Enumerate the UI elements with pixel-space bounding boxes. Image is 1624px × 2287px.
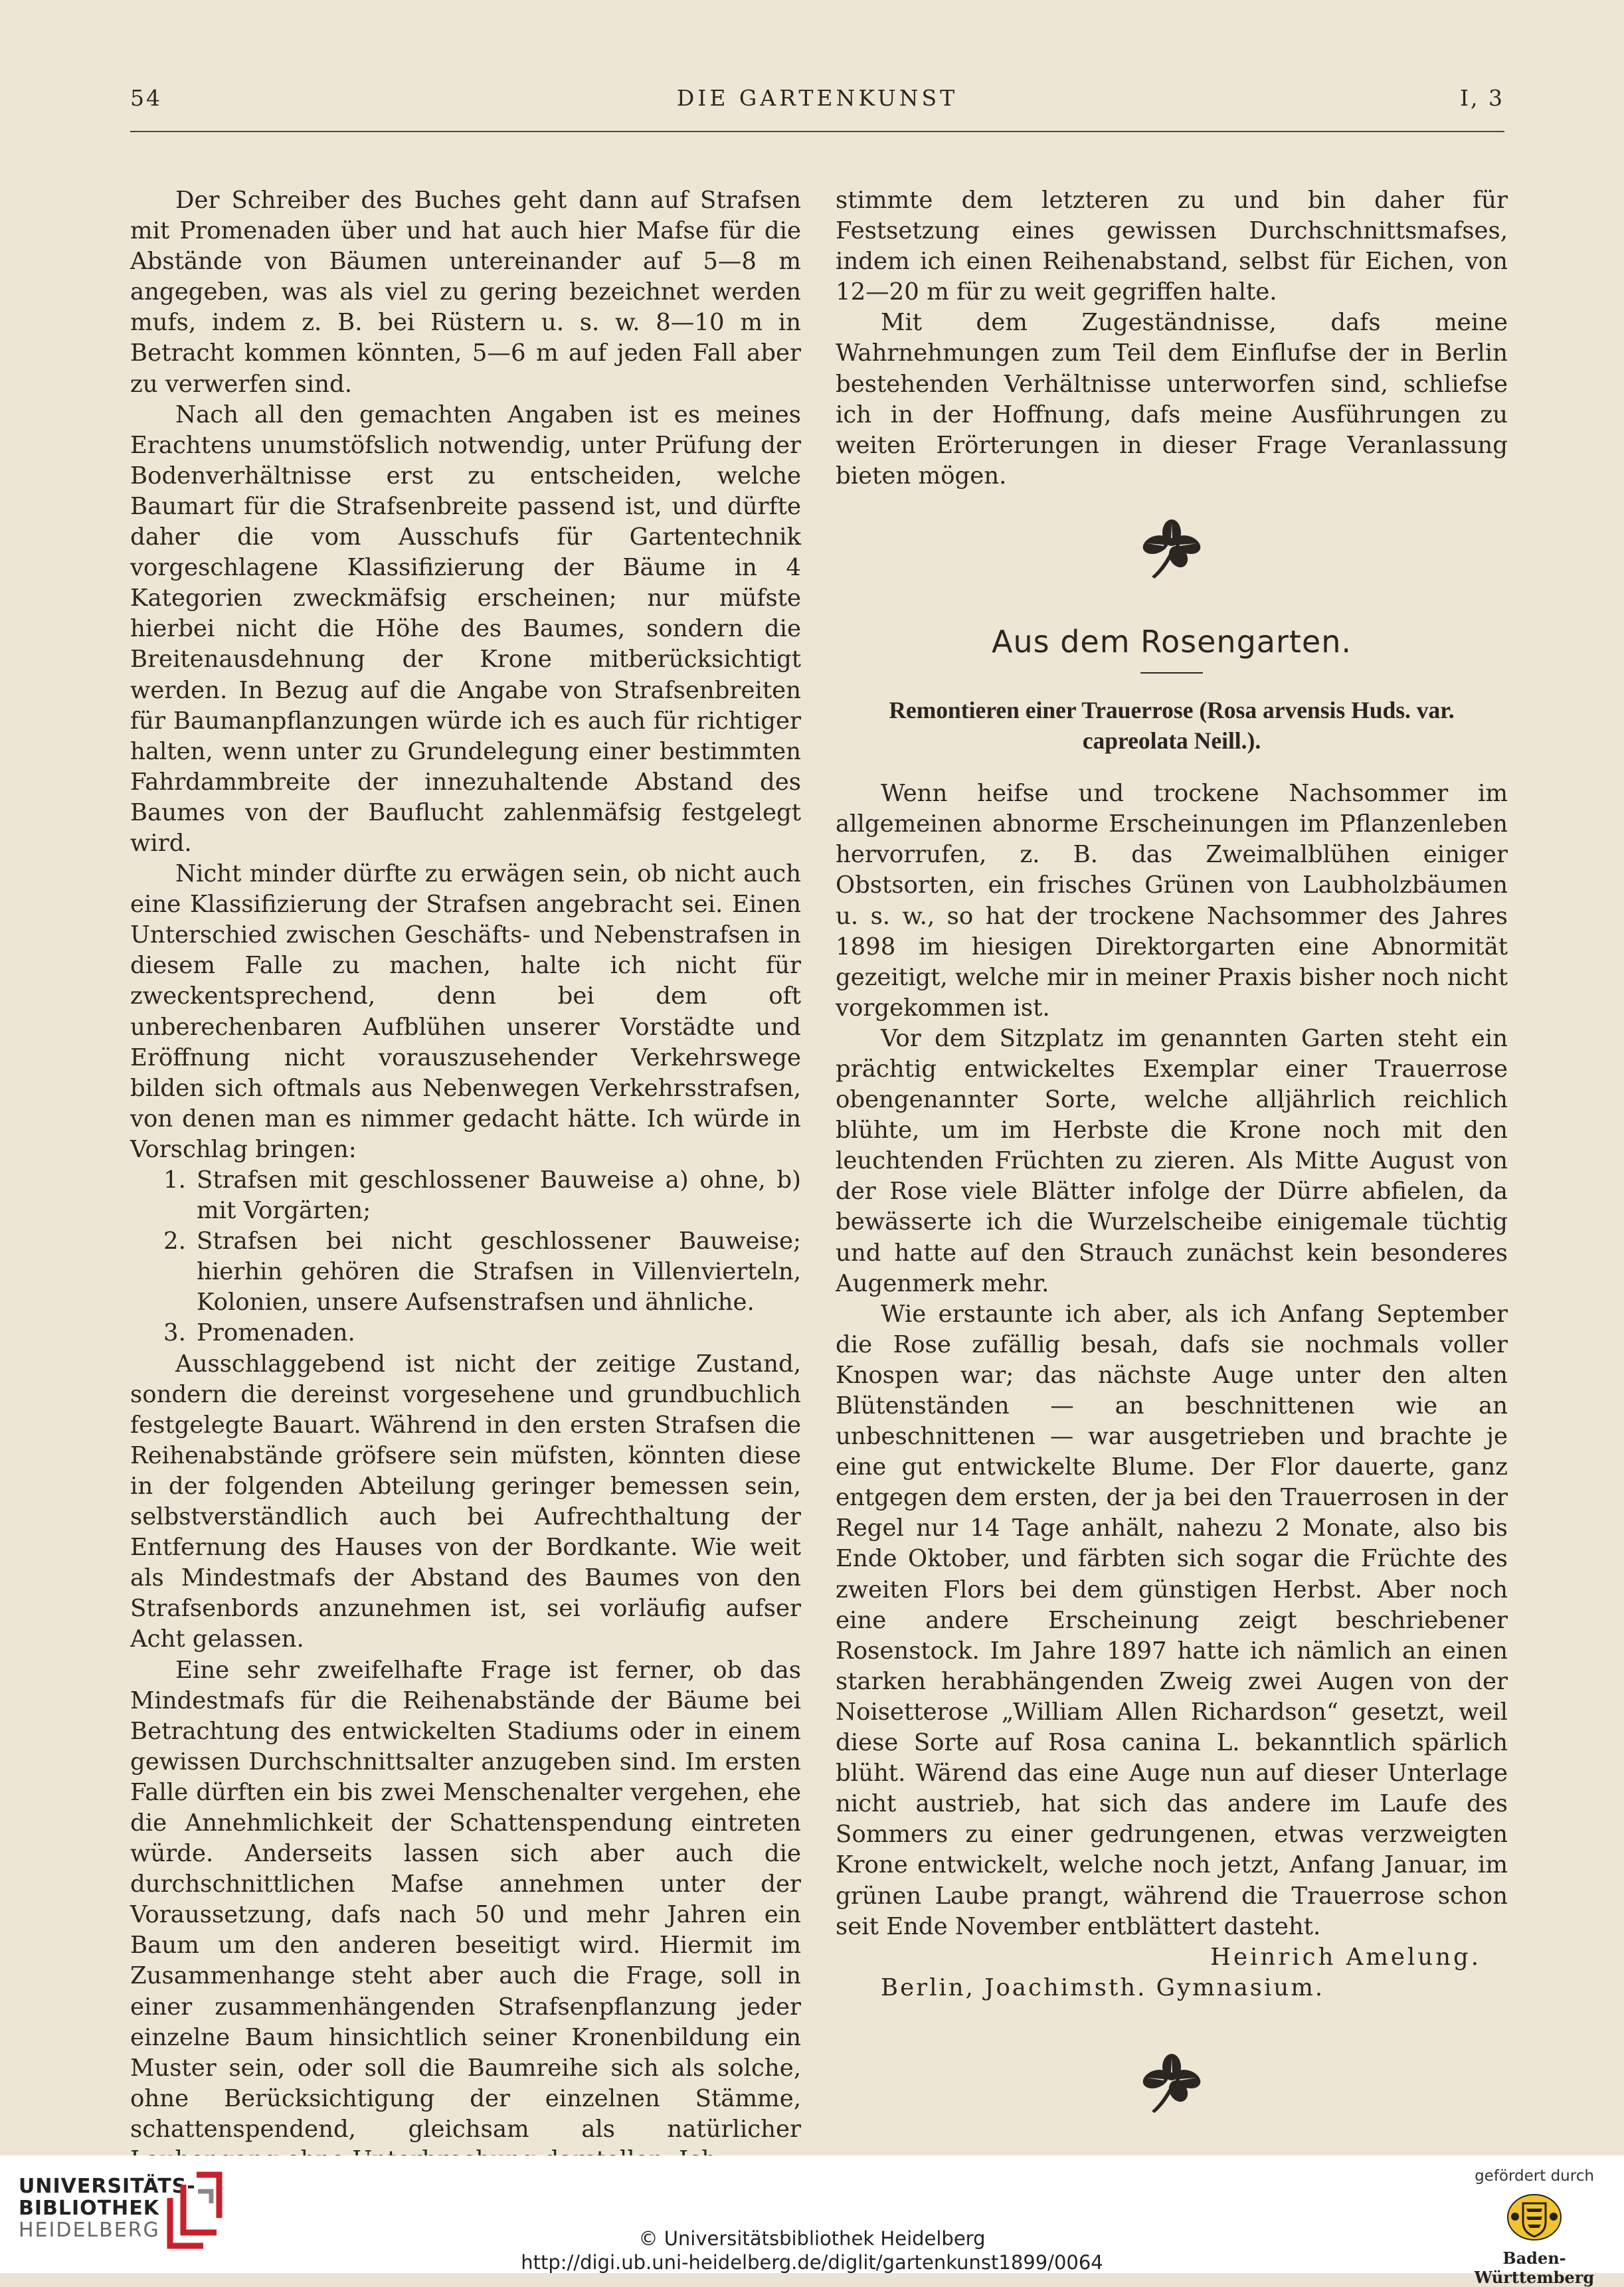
paragraph: Eine sehr zweifelhafte Frage ist ferner, ob das Mindestmafs für die Reihenabstände der Bäume bei Betrachtung des entwickelten Stadiums oder in einem gewissen Durchschnittsalter anzugeben sind. Im ersten Falle dürften ein bis zwei Menschenalter vergehen, ehe die Annehmlichkeit der Schattenspendung eintreten würde. Anderseits lassen sich aber auch die durchschnittlichen Mafse annehmen unter der Voraussetzung, dafs nach 50 und mehr Jahren ein Baum um den anderen beseitigt wird. Hiermit im Zusammenhange steht aber auch die Frage, soll in einer zusammenhängenden Strafsenpflanzung jeder einzelne Baum hinsichtlich seiner Kronenbildung ein Muster sein, oder soll die Baumreihe sich als solche, ohne Berücksichtigung der einzelnen Stämme, schattenspendend, gleichsam als natürlicher xyxy=(130,1656,801,2143)
page-number: 54 xyxy=(130,85,162,111)
list-text: Promenaden. xyxy=(197,1319,355,1347)
sponsor-name: Baden-Württemberg xyxy=(1474,2248,1595,2287)
list-item xyxy=(130,1318,801,1348)
list-item xyxy=(130,1165,801,1226)
list-item xyxy=(130,1226,801,1318)
paragraph: Nach all den gemachten Angaben ist es meines Erachtens unumstöfslich notwendig, unter Prüfung der Bodenverhältnisse erst zu entscheiden, welche Baumart für die Strafsenbreite passend ist, und dürfte daher die vom Ausschufs für Gartentechnik vorgeschlagene Klassifizierung der Bäume in 4 Kategorien zweckmäfsig erscheinen; nur müfste hierbei nicht die Höhe des Baumes, sondern die Breitenausdehnung der Krone mitberücksichtigt werden. In Bezug auf die Angabe von Strafsenbreiten für Baumanpflanzungen würde ich es auch für richtiger halten, wenn unter zu Grundelegung einer bestimmten Fahrdammbreite der innezuhaltende Abstand des Baumes von der Bauflucht zahlenmäfsig festgelegt wird. xyxy=(130,401,801,857)
list-text: Strafsen bei nicht geschlossener Bauweise; hierhin gehören die Strafsen in Villenvierteln, Kolonien, unsere Aufsenstrafsen und ähnliche. xyxy=(197,1228,801,1317)
digitization-footer xyxy=(0,2155,1624,2287)
paragraph: stimmte dem letzteren zu und bin daher für Festsetzung eines gewissen Durchschnittsmafses, indem ich einen Reihenabstand, selbst für Eichen, von 12—20 m für zu weit gegriffen halte. xyxy=(836,187,1508,306)
paragraph: Vor dem Sitzplatz im genannten Garten steht ein prächtig entwickeltes Exemplar einer Trauerrose obengenannter Sorte, welche alljährlich reichlich blühte, um im Herbste die Krone noch mit den leuchtenden Früchten zu zieren. Als Mitte August von der Rose viele Blätter infolge der Dürre abfielen, da bewässerte ich die Wurzelscheibe einigemale tüchtig und hatte auf den Strauch zunächst kein besonderes Augenmerk mehr. xyxy=(836,1024,1508,1297)
paragraph: Wenn heifse und trockene Nachsommer im allgemeinen abnorme Erscheinungen im Pflanzenleben hervorrufen, z. B. das Zweimalblühen einiger Obstsorten, ein frisches Grünen von Laubholzbäumen u. s. w., so hat der trockene Nachsommer des Jahres 1898 im hiesigen Direktorgarten eine Abnormität gezeitigt, welche mir in meiner Praxis bisher noch nicht vorgekommen ist. xyxy=(836,780,1508,1022)
street-classification-list xyxy=(130,1165,801,1349)
list-number: 2. xyxy=(163,1228,186,1255)
section-heading: Aus dem Rosengarten. xyxy=(991,623,1352,660)
library-name-line: UNIVERSITÄTS- xyxy=(19,2175,196,2198)
library-city: HEIDELBERG xyxy=(19,2219,160,2242)
clover-ornament-icon xyxy=(836,2050,1508,2130)
paragraph: Ausschlaggebend ist nicht der zeitige Zustand, sondern die dereinst vorgesehene und grundbuchlich festgelegte Bauart. Während in den ersten Strafsen die Reihenabstände gröfsere sein müfsten, könnten diese in der folgenden Abteilung geringer bemessen sein, selbstverständlich auch bei Aufrechthaltung der Entfernung des Hauses von der Bordkante. Wie weit als Mindestmafs der Abstand des Baumes von den Strafsenbords anzunehmen ist, sei vorläufig aufser Acht gelassen. xyxy=(130,1350,801,1653)
section-rule xyxy=(1140,672,1203,674)
paragraph: Wie erstaunte ich aber, als ich Anfang September die Rose zufällig besah, dafs sie nochmals voller Knospen war; das nächste Auge unter den alten Blütenständen — an beschnittenen wie an unbeschnittenen — war ausgetrieben und brachte je eine gut entwickelte Blume. Der Flor dauerte, ganz entgegen dem ersten, der ja bei den Trauerrosen in der Regel nur 14 Tage anhält, nahezu 2 Monate, also bis Ende Oktober, und färbten sich sogar die Früchte des zweiten Flors bei dem günstigen Herbst. Aber noch eine andere Erscheinung zeigt beschriebener Rosenstock. Im Jahre 1897 hatte ich nämlich an einen starken herabhängenden Zweig zwei Augen von der Noisetterose „William Allen Richardson“ gesetzt, weil diese Sorte auf Rosa canina L. bekanntlich spärlich blüht. Wärend das eine Auge nun auf dieser Unterlage nicht austrieb, hat sich das andere im Laufe des Sommers zu einer gedrungenen, etwas verzweigten Krone entwickelt, welche noch jetzt, Anfang Januar, im grünen Laube prangt, während die Trauerrose schon seit Ende November entblättert dasteht. xyxy=(836,1300,1508,1940)
sponsor-label: gefördert durch xyxy=(1475,2167,1594,2185)
running-header xyxy=(130,85,1504,112)
copyright-notice xyxy=(0,2227,1624,2274)
article-title: Remontieren einer Trauerrose (Rosa arvensis Huds. var. capreolata Neill.). xyxy=(889,696,1455,755)
copyright-text: © Universitätsbibliothek Heidelberg xyxy=(638,2227,986,2250)
paragraph: Nicht minder dürfte zu erwägen sein, ob nicht auch eine Klassifizierung der Strafsen angebracht sei. Einen Unterschied zwischen Geschäfts- und Nebenstrafsen in diesem Falle zu machen, halte ich nicht für zweckentsprechend, denn bei dem oft unberechenbaren Aufblühen unserer Vorstädte und Eröffnung nicht vorauszusehender Verkehrswege bilden sich oftmals aus Nebenwegen Verkehrsstrafsen, von denen man es nimmer gedacht hätte. Ich würde in Vorschlag bringen: xyxy=(130,860,801,1163)
paragraph: Mit dem Zugeständnisse, dafs meine Wahrnehmungen zum Teil dem Einflufse der in Berlin bestehenden Verhältnisse unterworfen sind, schliefse ich in der Hoffnung, dafs meine Ausführungen zu weiten Erörterungen in dieser Frage Veranlassung bieten mögen. xyxy=(836,309,1508,490)
author-location: Berlin, Joachimsth. Gymnasium. xyxy=(881,1973,1325,2001)
left-column xyxy=(130,185,801,2175)
volume-number: I, 3 xyxy=(1459,85,1504,111)
header-rule xyxy=(130,131,1504,132)
coat-of-arms-icon xyxy=(1504,2190,1564,2244)
library-name-line: BIBLIOTHEK xyxy=(19,2197,159,2220)
right-column xyxy=(836,185,1508,2140)
list-number: 3. xyxy=(163,1319,186,1347)
author-signature: Heinrich Amelung. xyxy=(1210,1943,1481,1971)
paragraph: Der Schreiber des Buches geht dann auf Strafsen mit Promenaden über und hat auch hier Mafse für die Abstände von Bäumen untereinander auf 5—8 m angegeben, was als viel zu gering bezeichnet werden mufs, indem z. B. bei Rüstern u. s. w. 8—10 m in Betracht kommen könnten, 5—6 m auf jeden Fall aber zu verwerfen sind. xyxy=(130,187,801,398)
list-number: 1. xyxy=(163,1166,186,1194)
sponsor-block xyxy=(1458,2167,1611,2287)
journal-title: DIE GARTENKUNST xyxy=(676,85,958,111)
source-url-link[interactable]: http://digi.ub.uni-heidelberg.de/diglit/gartenkunst1899/0064 xyxy=(521,2251,1103,2274)
list-text: Strafsen mit geschlossener Bauweise a) ohne, b) mit Vorgärten; xyxy=(197,1166,801,1225)
clover-ornament-icon xyxy=(836,515,1508,595)
